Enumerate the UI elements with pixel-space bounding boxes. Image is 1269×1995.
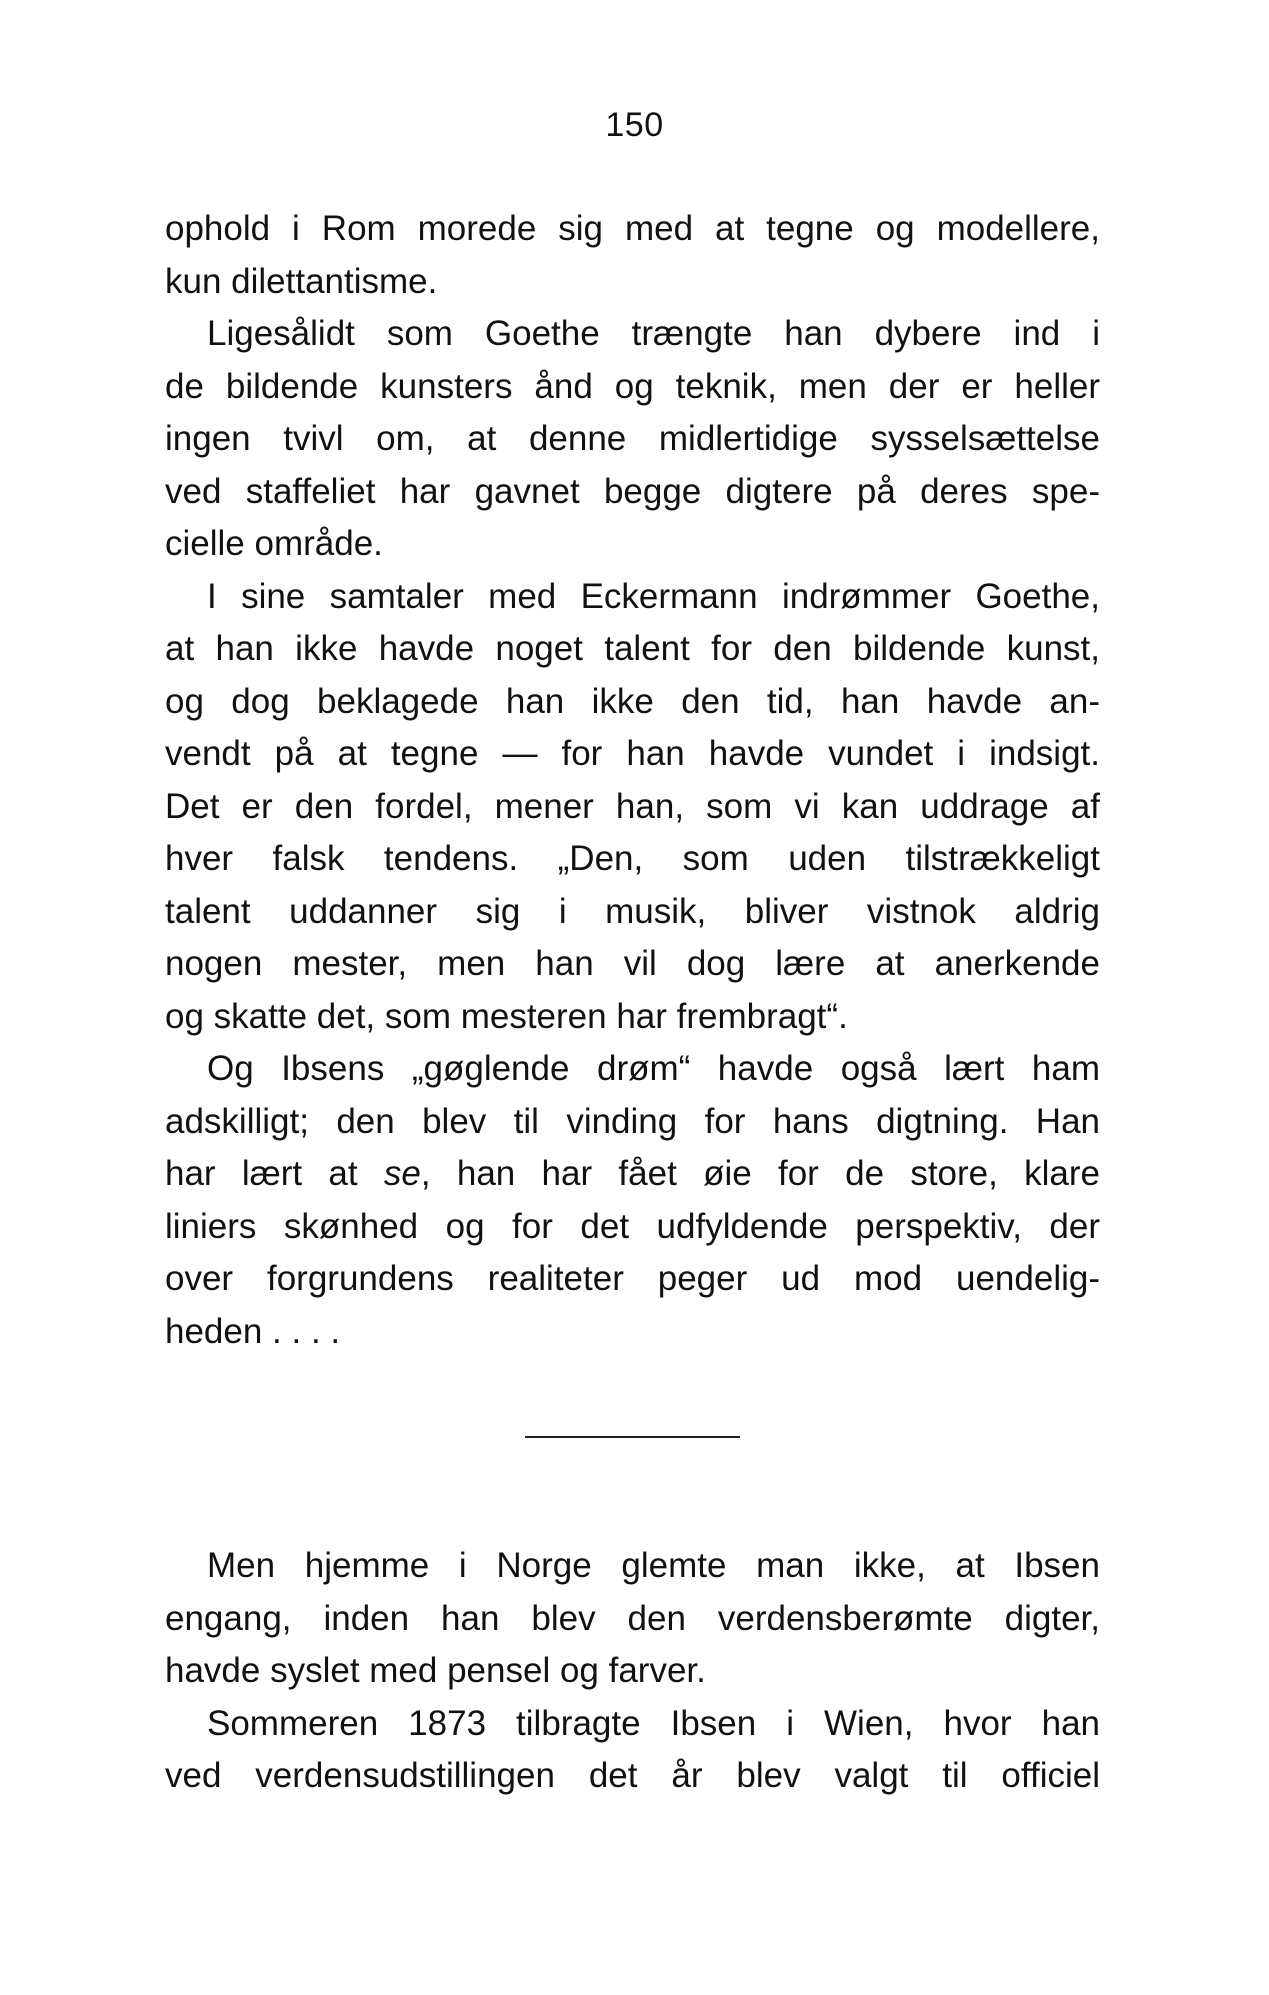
text-line: og dog beklagede han ikke den tid, han havde an- (165, 681, 1100, 721)
section-divider (525, 1436, 740, 1438)
text-line: ved staffeliet har gavnet begge digtere på deres spe- (165, 471, 1100, 511)
text-line: de bildende kunsters ånd og teknik, men der er heller (165, 366, 1100, 406)
text-line: over forgrundens realiteter peger ud mod uendelig- (165, 1259, 1100, 1298)
text-run: , han har fået øie for de store, klare (420, 1154, 1100, 1193)
text-line: Det er den fordel, mener han, som vi kan uddrage af (165, 786, 1100, 826)
text-line: at han ikke havde noget talent for den bildende kunst, (165, 629, 1100, 668)
text-line: heden . . . . (165, 1311, 341, 1351)
italic-word: se (383, 1154, 421, 1193)
text-line: havde syslet med pensel og farver. (165, 1651, 706, 1690)
page-number: 150 (605, 106, 664, 144)
text-line: kun dilettantisme. (165, 261, 438, 301)
text-line: engang, inden han blev den verdensberømte digter, (165, 1598, 1100, 1638)
text-line: Sommeren 1873 tilbragte Ibsen i Wien, hvor han (207, 1703, 1100, 1743)
text-line: Ligesålidt som Goethe trængte han dybere ind i (207, 314, 1100, 353)
text-line: talent uddanner sig i musik, bliver vistnok aldrig (165, 891, 1100, 931)
text-line: vendt på at tegne — for han havde vundet i indsigt. (165, 734, 1100, 773)
text-line: nogen mester, men han vil dog lære at anerkende (165, 944, 1100, 983)
text-line: ved verdensudstillingen det år blev valgt til officiel (165, 1756, 1100, 1795)
text-line: ophold i Rom morede sig med at tegne og modellere, (165, 209, 1100, 248)
text-line: cielle område. (165, 524, 383, 563)
text-line (165, 1148, 1100, 1201)
text-line: liniers skønhed og for det udfyldende perspektiv, der (165, 1206, 1100, 1246)
text-run: har lært at (165, 1154, 384, 1193)
text-block-top (165, 203, 1100, 1358)
text-line: ingen tvivl om, at denne midlertidige sysselsættelse (165, 419, 1100, 458)
text-line: Og Ibsens „gøglende drøm“ havde også lært ham (207, 1049, 1100, 1088)
text-line: Men hjemme i Norge glemte man ikke, at Ibsen (207, 1546, 1100, 1585)
text-line: og skatte det, som mesteren har frembragt“. (165, 996, 848, 1036)
text-block-bottom (165, 1540, 1100, 1803)
text-line: adskilligt; den blev til vinding for hans digtning. Han (165, 1101, 1100, 1141)
text-line: hver falsk tendens. „Den, som uden tilstrækkeligt (165, 839, 1100, 878)
text-line: I sine samtaler med Eckermann indrømmer Goethe, (207, 576, 1100, 616)
